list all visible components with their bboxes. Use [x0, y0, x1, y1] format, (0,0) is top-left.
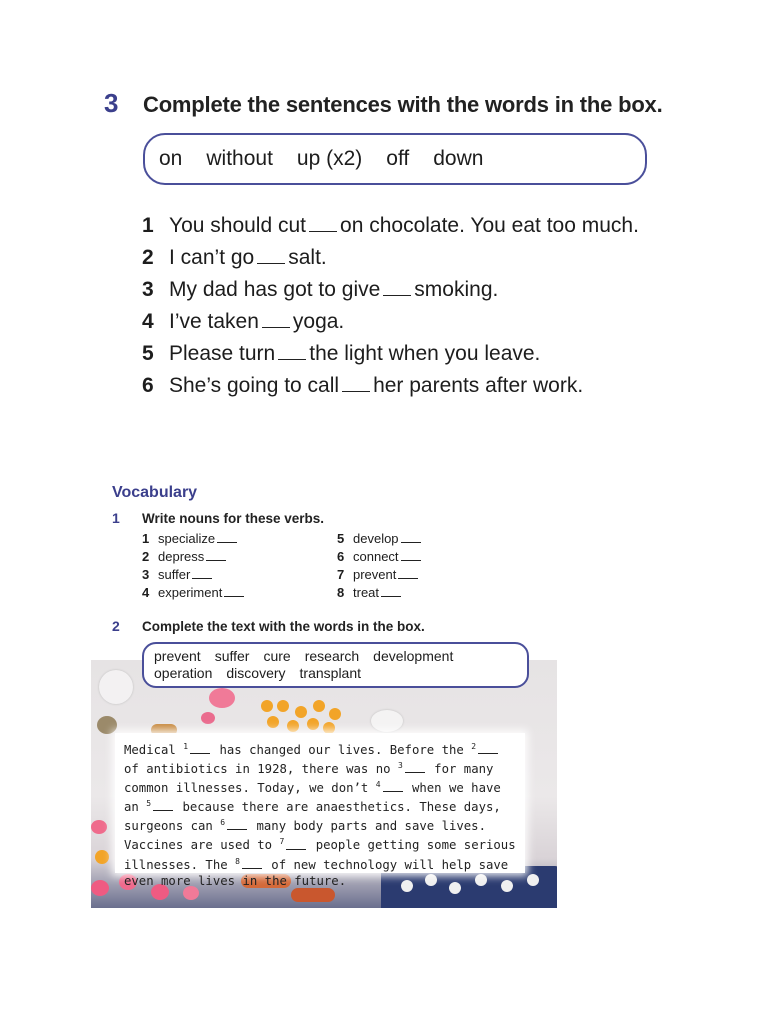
verb-item: [337, 584, 423, 602]
verb-item: [142, 548, 246, 566]
sentence-item: [142, 370, 642, 402]
text-segment: when we have an: [124, 781, 501, 815]
answer-blank[interactable]: [192, 568, 212, 579]
sentence-item: [142, 338, 642, 370]
word-box-item: discovery: [226, 665, 286, 681]
gap-number: 3: [397, 761, 403, 771]
sentence-number: 5: [142, 342, 154, 365]
text-segment: people getting some serious illnesses. The: [124, 838, 516, 872]
sentence-number: 1: [142, 214, 154, 237]
sentence-text: My dad has got to give: [169, 278, 381, 301]
sentence-number: 2: [142, 246, 154, 269]
verb-number: 4: [142, 585, 150, 600]
vocabulary-heading: Vocabulary: [112, 484, 198, 501]
word-box-item: development: [373, 648, 454, 664]
sentence-number: 6: [142, 374, 154, 397]
answer-blank[interactable]: [286, 839, 306, 850]
answer-blank[interactable]: [383, 280, 411, 296]
sentence-text: on chocolate. You eat too much.: [340, 214, 639, 237]
word-box-item: down: [433, 147, 484, 170]
word-box-row: [154, 665, 517, 682]
word-box-item: off: [386, 147, 410, 170]
word-box-item: up (x2): [296, 147, 363, 170]
sentence-item: [142, 274, 642, 306]
exercise-3-title: Complete the sentences with the words in the box.: [143, 92, 663, 117]
word-box-item: suffer: [214, 648, 250, 664]
gap-number: 8: [235, 856, 240, 866]
answer-blank[interactable]: [242, 858, 262, 869]
verb-list-left: [142, 530, 246, 602]
verb-list-right: [337, 530, 423, 602]
answer-blank[interactable]: [401, 532, 421, 543]
vocab-exercise-2-heading: [112, 618, 425, 634]
word-box-item: on: [159, 147, 183, 170]
gap-fill-text: [115, 733, 525, 888]
answer-blank[interactable]: [342, 376, 370, 392]
answer-blank[interactable]: [206, 550, 226, 561]
verb-item: [337, 548, 423, 566]
sentence-text: You should cut: [169, 214, 307, 237]
verb-number: 5: [337, 531, 345, 546]
answer-blank[interactable]: [257, 248, 285, 264]
verb-word: suffer: [158, 567, 191, 582]
word-box-item: transplant: [299, 665, 362, 681]
verb-word: treat: [353, 585, 380, 600]
verb-number: 7: [337, 567, 345, 582]
answer-blank[interactable]: [227, 819, 247, 830]
exercise-3-word-box: [143, 133, 647, 185]
gap-number: 4: [375, 780, 381, 790]
sentence-number: 3: [142, 278, 154, 301]
word-box-item: without: [206, 147, 273, 170]
word-box-item: research: [304, 648, 360, 664]
text-segment: Medical: [124, 743, 176, 758]
exercise-2-word-box: [142, 642, 529, 688]
answer-blank[interactable]: [153, 800, 173, 811]
text-segment: for many common illnesses. Today, we don’t: [124, 762, 494, 796]
sentence-text: salt.: [288, 246, 327, 269]
exercise-title: Write nouns for these verbs.: [142, 511, 325, 526]
sentence-text: the light when you leave.: [309, 342, 541, 365]
sentence-item: [142, 210, 642, 242]
answer-blank[interactable]: [405, 762, 425, 773]
exercise-3-sentences: [142, 210, 642, 402]
sentence-text: yoga.: [292, 310, 345, 333]
gap-number: 2: [471, 742, 477, 751]
verb-number: 3: [142, 567, 150, 582]
sentence-text: I can’t go: [169, 246, 255, 269]
exercise-title: Complete the text with the words in the box.: [142, 619, 425, 634]
exercise-number: 2: [112, 618, 120, 634]
verb-number: 2: [142, 549, 150, 564]
text-segment: of antibiotics in 1928, there was no: [124, 762, 391, 777]
answer-blank[interactable]: [401, 550, 421, 561]
answer-blank[interactable]: [381, 586, 401, 597]
answer-blank[interactable]: [190, 743, 210, 754]
gap-number: 7: [279, 837, 285, 847]
answer-blank[interactable]: [398, 568, 418, 579]
word-box-item: operation: [154, 665, 213, 681]
answer-blank[interactable]: [383, 781, 403, 792]
verb-word: depress: [158, 549, 205, 564]
exercise-3-number: 3: [104, 88, 119, 118]
verb-item: [337, 566, 423, 584]
gap-number: 6: [220, 818, 226, 828]
verb-item: [337, 530, 423, 548]
answer-blank[interactable]: [478, 743, 498, 754]
verb-item: [142, 566, 246, 584]
answer-blank[interactable]: [278, 344, 306, 360]
answer-blank[interactable]: [224, 586, 244, 597]
verb-word: experiment: [158, 585, 223, 600]
verb-word: develop: [353, 531, 399, 546]
sentence-text: her parents after work.: [373, 374, 584, 397]
verb-word: connect: [353, 549, 399, 564]
sentence-text: Please turn: [169, 342, 276, 365]
sentence-item: [142, 242, 642, 274]
word-box-item: cure: [263, 648, 291, 664]
sentence-text: She’s going to call: [169, 374, 340, 397]
word-box-item: prevent: [154, 648, 201, 664]
sentence-number: 4: [142, 310, 154, 333]
verb-word: specialize: [158, 531, 216, 546]
word-box-row: [154, 648, 517, 665]
verb-word: prevent: [353, 567, 397, 582]
verb-number: 1: [142, 531, 150, 546]
gap-number: 1: [183, 742, 189, 751]
answer-blank[interactable]: [262, 312, 290, 328]
gap-number: 5: [146, 799, 152, 809]
sentence-item: [142, 306, 642, 338]
text-segment: of new technology will help save even more lives in the future.: [124, 857, 509, 888]
verb-item: [142, 584, 246, 602]
sentence-text: I’ve taken: [169, 310, 259, 333]
verb-item: [142, 530, 246, 548]
answer-blank[interactable]: [309, 216, 337, 232]
text-segment: has changed our lives. Before the: [219, 743, 464, 758]
sentence-text: smoking.: [414, 278, 499, 301]
exercise-number: 1: [112, 510, 120, 526]
answer-blank[interactable]: [217, 532, 237, 543]
text-segment: because there are anaesthetics. These days, surgeons can: [124, 800, 501, 834]
vocab-exercise-1-heading: [112, 510, 324, 526]
text-segment: many body parts and save lives. Vaccines are used to: [124, 819, 486, 853]
verb-number: 8: [337, 585, 345, 600]
verb-number: 6: [337, 549, 345, 564]
